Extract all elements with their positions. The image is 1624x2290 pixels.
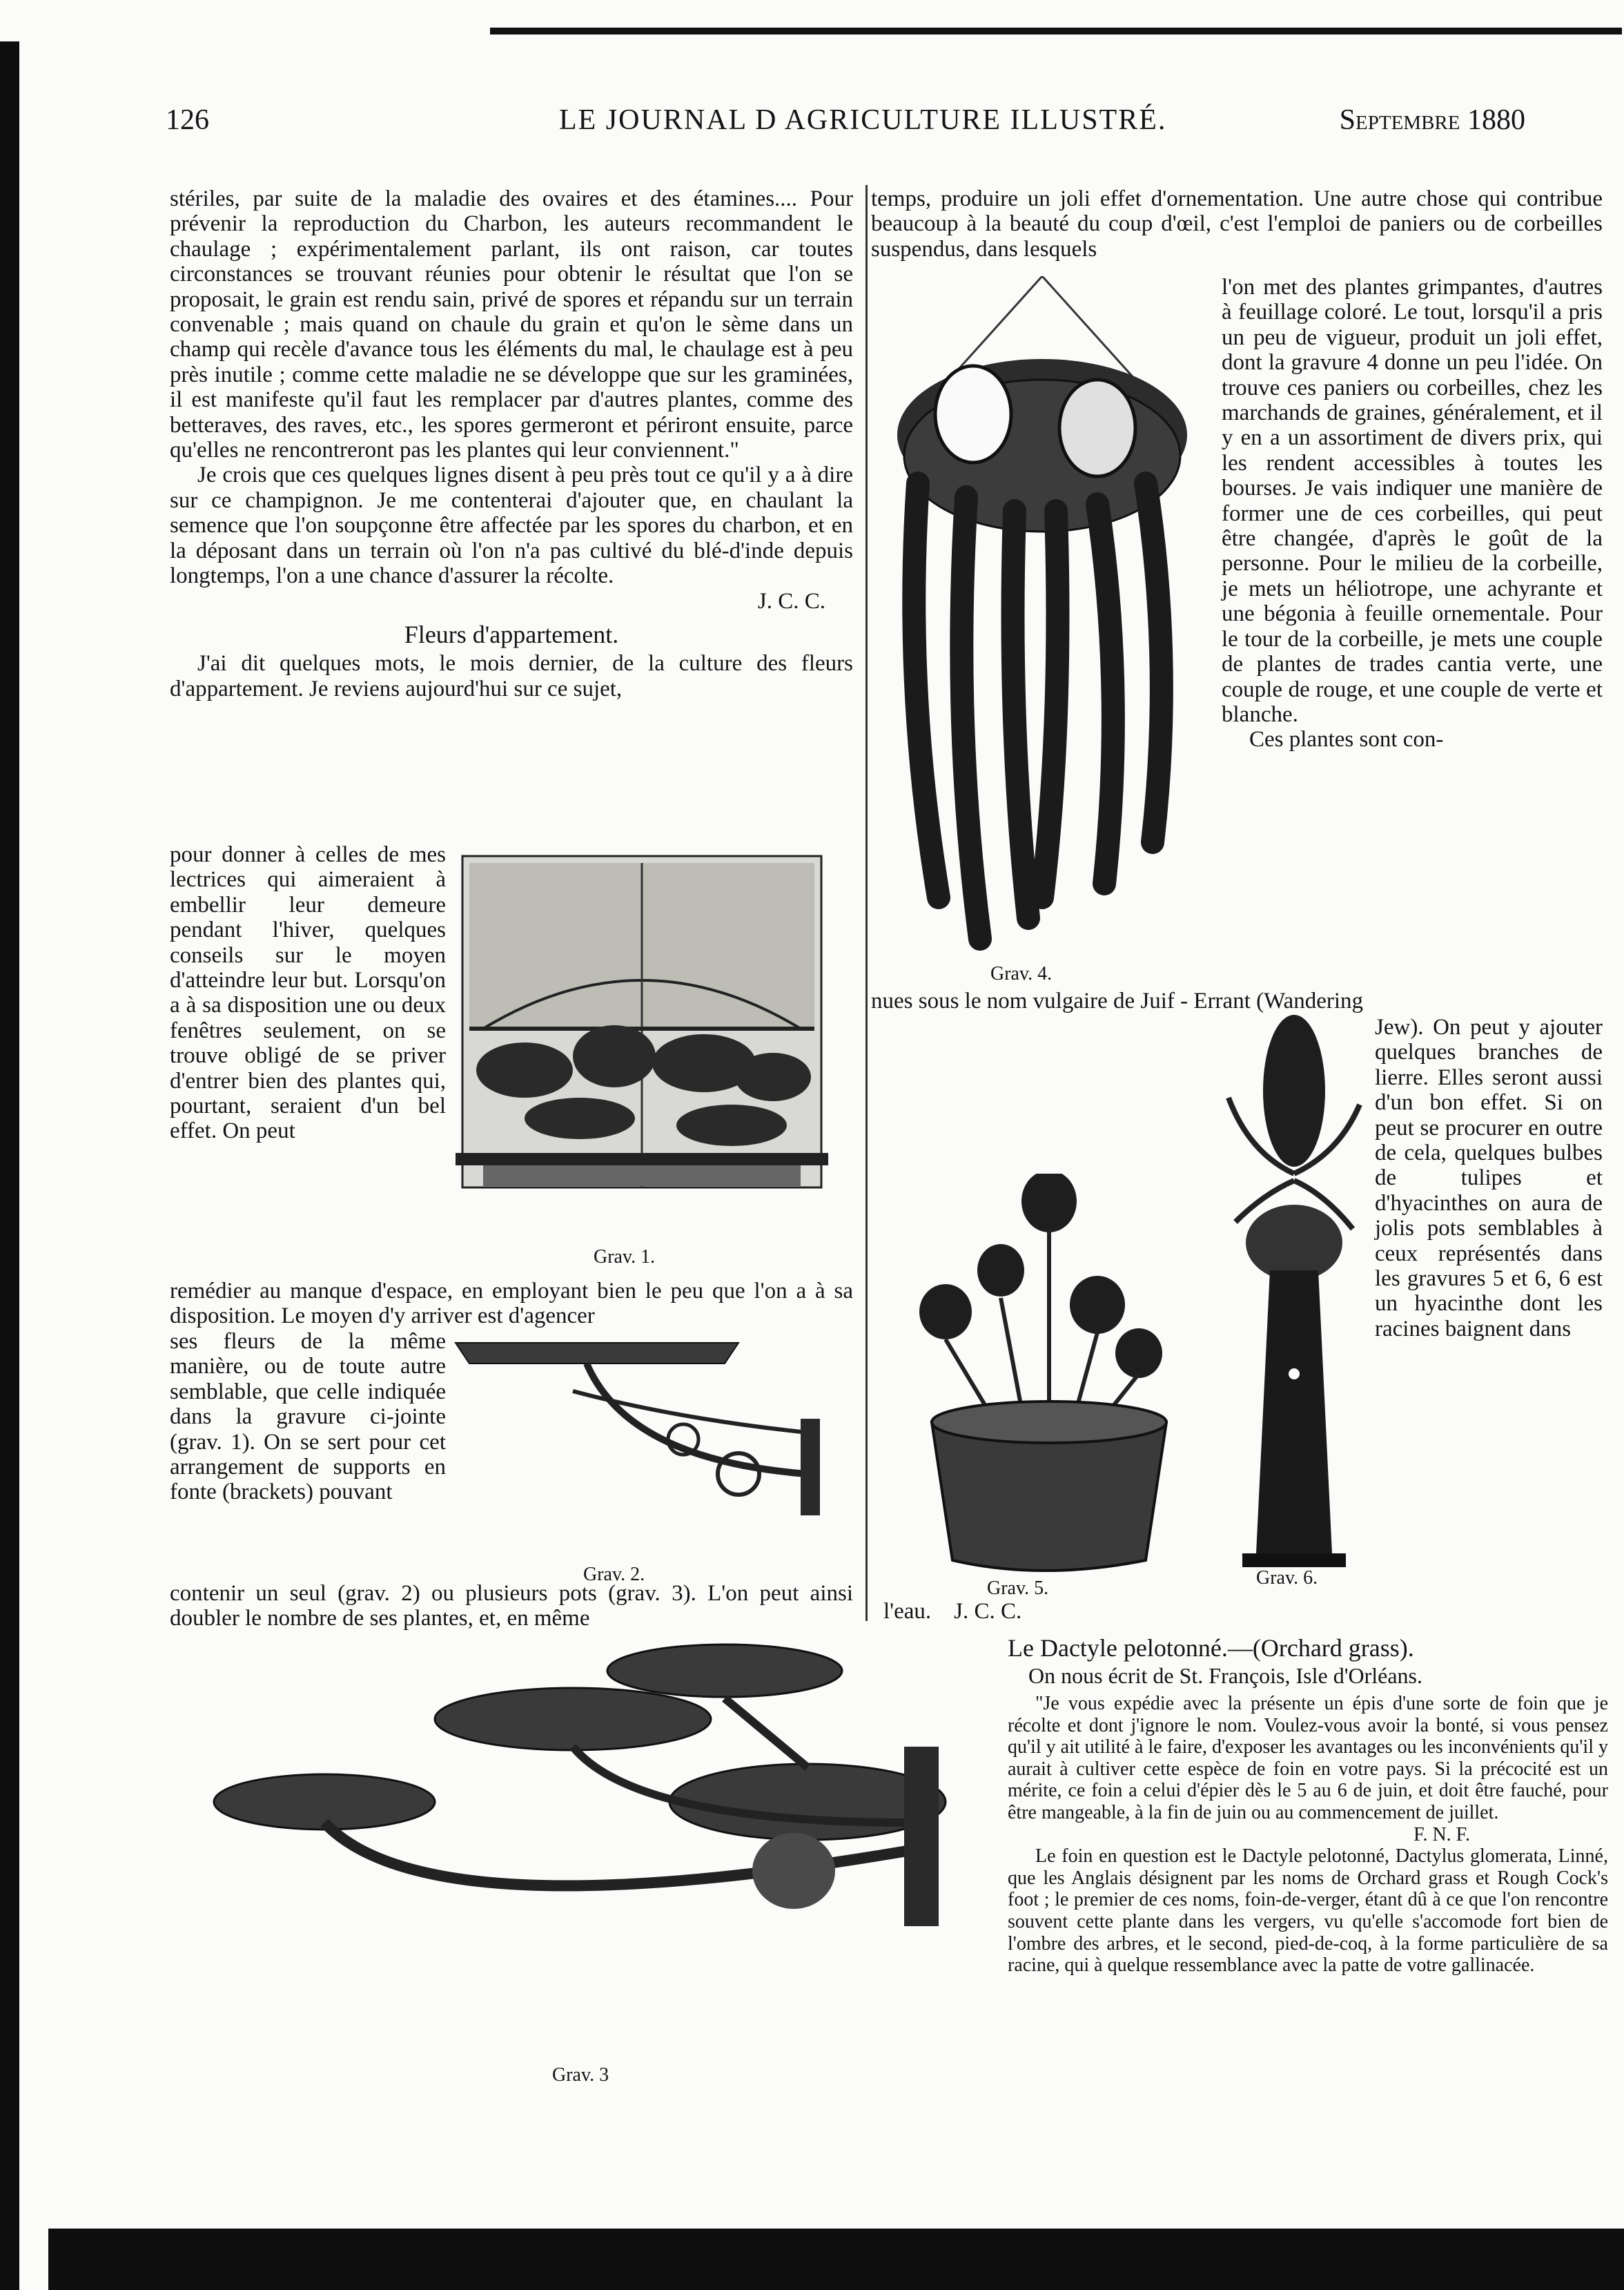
right-column-end [883, 1599, 1090, 1624]
caption-grav-5: Grav. 5. [987, 1578, 1049, 1599]
charbon-paragraph: stériles, par suite de la maladie des ovaires et des étamines.... Pour prévenir la reproduction du Charbon, les auteurs recommandent le chaulage ; expérimentalement parlant, ils ont raison, car toutes circonstances se trouvant réunies pour obtenir le résultat que l'on se proposait, le grain est rendu sain, privé de spores et répandu sur un terrain convenable ; mais quand on chaule du grain et qu'on le sème dans un champ qui recèle d'avance tous les éléments du mal, le chaulage est à peu près inutile ; comme cette maladie ne se développe que sur les graminées, il est manifeste qu'il faut les remplacer par d'autres plantes, comme des betteraves, des raves, etc., les spores germeront et périront ensuite, parce qu'elles ne rencontreront pas les plantes qui leur conviennent." [170, 186, 853, 463]
caption-grav-3: Grav. 3 [552, 2064, 609, 2086]
fleurs-paragraph-end: contenir un seul (grav. 2) ou plusieurs pots (grav. 3). L'on peut ainsi doubler le nombre de ses plantes, et, en même [170, 1581, 853, 1631]
left-column-narrow-2 [170, 1329, 446, 1505]
signature-jcc-1: J. C. C. [757, 588, 825, 614]
dactyle-letter-block [1008, 1693, 1608, 1977]
column-rule [865, 185, 868, 1621]
right-column-narrow-1 [1222, 275, 1603, 753]
scan-edge-left [0, 41, 19, 2290]
corbeille-paragraph: l'on met des plantes grimpantes, d'autres à feuillage coloré. Le tout, lorsqu'il a pris un peu de vigueur, produit un joli effet, dont la gravure 4 donne un peu l'idée. On trouve ces paniers ou corbeilles, chez les marchands de graines, généralement, et il y en a un assortiment de divers prix, qui les rendent accessibles à toutes les bourses. Je vais indiquer une manière de former une de ces corbeilles, qui peut être changée, d'après le goût de la personne. Pour le milieu de la corbeille, je mets un héliotrope, une achyrante et une bégonia à feuille ornementale. Pour le tour de la corbeille, je mets une couple de plantes de trades cantia verte, une couple de rouge, et une couple de verte et blanche. [1222, 275, 1603, 727]
dactyle-heading: Le Dactyle pelotonné.—(Orchard grass). [1008, 1634, 1414, 1662]
left-column-narrow-1 [170, 842, 446, 1144]
dactyle-intro: On nous écrit de St. François, Isle d'Orléans. [1028, 1663, 1422, 1688]
page-number: 126 [166, 104, 209, 136]
grav-6-hyacinth-vase-illustration [1222, 1015, 1367, 1581]
grav-1-window-illustration [442, 849, 842, 1236]
right-column-mid [871, 989, 1603, 1013]
plantes-paragraph-narrow: Jew). On peut y ajouter quelques branches de lierre. Elles seront aussi d'un bon effet. Si on peut se procurer en outre de cela, quelques bulbes de tulipes et d'hyacinthes on aura de jolis pots semblables à ceux représentés dans les gravures 5 et 6, 6 est un hyacinthe dont les racines baignent dans [1375, 1015, 1603, 1341]
page-header [166, 104, 1525, 152]
plantes-paragraph-start: Ces plantes sont con- [1249, 727, 1444, 753]
dactyle-letter: "Je vous expédie avec la présente un épis d'une sorte de foin que je récolte et dont j'ignore le nom. Voulez-vous avoir la bonté, si vous pensez qu'il y ait utilité à le faire, d'exposer les avantages ou les inconvénients qu'il y aurait à cultiver cette espèce de foin en votre pays. Si la précocité est un mérite, ce foin a celui d'épier dès le 5 au 6 de juin, et doit être fauché, pour être mangeable, à la fin de juin ou au commencement de juillet. [1008, 1693, 1608, 1823]
caption-grav-6: Grav. 6. [1256, 1567, 1318, 1589]
caption-grav-1: Grav. 1. [594, 1246, 656, 1268]
juif-errant-line: nues sous le nom vulgaire de Juif - Errant (Wandering [871, 989, 1364, 1013]
issue-date: Septembre 1880 [1339, 104, 1525, 136]
champignon-paragraph: Je crois que ces quelques lignes disent à peu près tout ce qu'il y a à dire sur ce champignon. Je me contenterai d'ajouter que, en chaulant la semence que l'on soupçonne être affectée par les spores du charbon, et en la déposant dans un terrain où l'on n'a pas cultivé du blé-d'inde depuis longtemps, l'on a une chance d'assurer la récolte. [170, 463, 853, 589]
signature-jcc-2: J. C. C. [954, 1599, 1022, 1624]
left-column-end [170, 1581, 853, 1631]
fleurs-intro-line: J'ai dit quelques mots, le mois dernier, de la culture des fleurs d'appartement. Je reviens aujourd'hui sur ce sujet, [170, 651, 853, 701]
ornement-intro: temps, produire un joli effet d'ornementation. Une autre chose qui contribue beaucoup à la beauté du coup d'œil, c'est l'emploi de paniers ou de corbeilles suspendus, dans lesquels [871, 186, 1603, 262]
caption-grav-2: Grav. 2. [583, 1564, 645, 1585]
right-column-top [871, 186, 1603, 262]
left-column-top [170, 186, 853, 701]
dactyle-letter-signature: F. N. F. [1413, 1823, 1470, 1845]
plantes-paragraph-end: l'eau. [883, 1599, 932, 1624]
grav-5-tulip-pot-illustration [890, 1174, 1194, 1574]
right-column-narrow-2 [1375, 1015, 1603, 1341]
dactyle-intro-block [1028, 1664, 1608, 1687]
fleurs-paragraph-narrow: pour donner à celles de mes lectrices qui aimeraient à embellir leur demeure pendant l'hiver, quelques conseils sur le moyen d'atteindre leur but. Lorsqu'on a à sa disposition une ou deux fenêtres seulement, on se trouve obligé de se priver d'entrer bien des plantes qui, pourtant, seraient d'un bel effet. On peut [170, 842, 446, 1144]
grav-3-multi-bracket-illustration [186, 1643, 1001, 2057]
grav-2-bracket-illustration [449, 1336, 856, 1571]
caption-grav-4: Grav. 4. [990, 963, 1053, 984]
section-heading-fleurs: Fleurs d'appartement. [404, 620, 619, 648]
fleurs-paragraph-narrow-2: ses fleurs de la même manière, ou de toute autre semblable, que celle indiquée dans la gravure ci-jointe (grav. 1). On se sert pour cet arrangement de supports en fonte (brackets) pouvant [170, 1329, 446, 1505]
left-column-mid [170, 1279, 853, 1329]
fleurs-continuation: remédier au manque d'espace, en employant bien le peu que l'on a à sa disposition. Le moyen d'y arriver est d'agencer [170, 1279, 853, 1329]
grav-4-hanging-basket-illustration [877, 276, 1208, 953]
dactyle-reply: Le foin en question est le Dactyle pelotonné, Dactylus glomerata, Linné, que les Anglais désignent par les noms de Orchard grass et Rough Cock's foot ; le premier de ces noms, foin-de-verger, étant dû à ce que l'on rencontre souvent cette plante dans les vergers, vu qu'elle s'accomode fort bien de l'ombre des arbres, et le second, pied-de-coq, à la forme particulière de sa racine, qui à quelque ressemblance avec la patte de votre gallinacée. [1008, 1845, 1608, 1977]
scan-edge-bottom [48, 2229, 1624, 2290]
top-rule [490, 28, 1622, 35]
journal-title: LE JOURNAL D AGRICULTURE ILLUSTRÉ. [559, 104, 1167, 136]
